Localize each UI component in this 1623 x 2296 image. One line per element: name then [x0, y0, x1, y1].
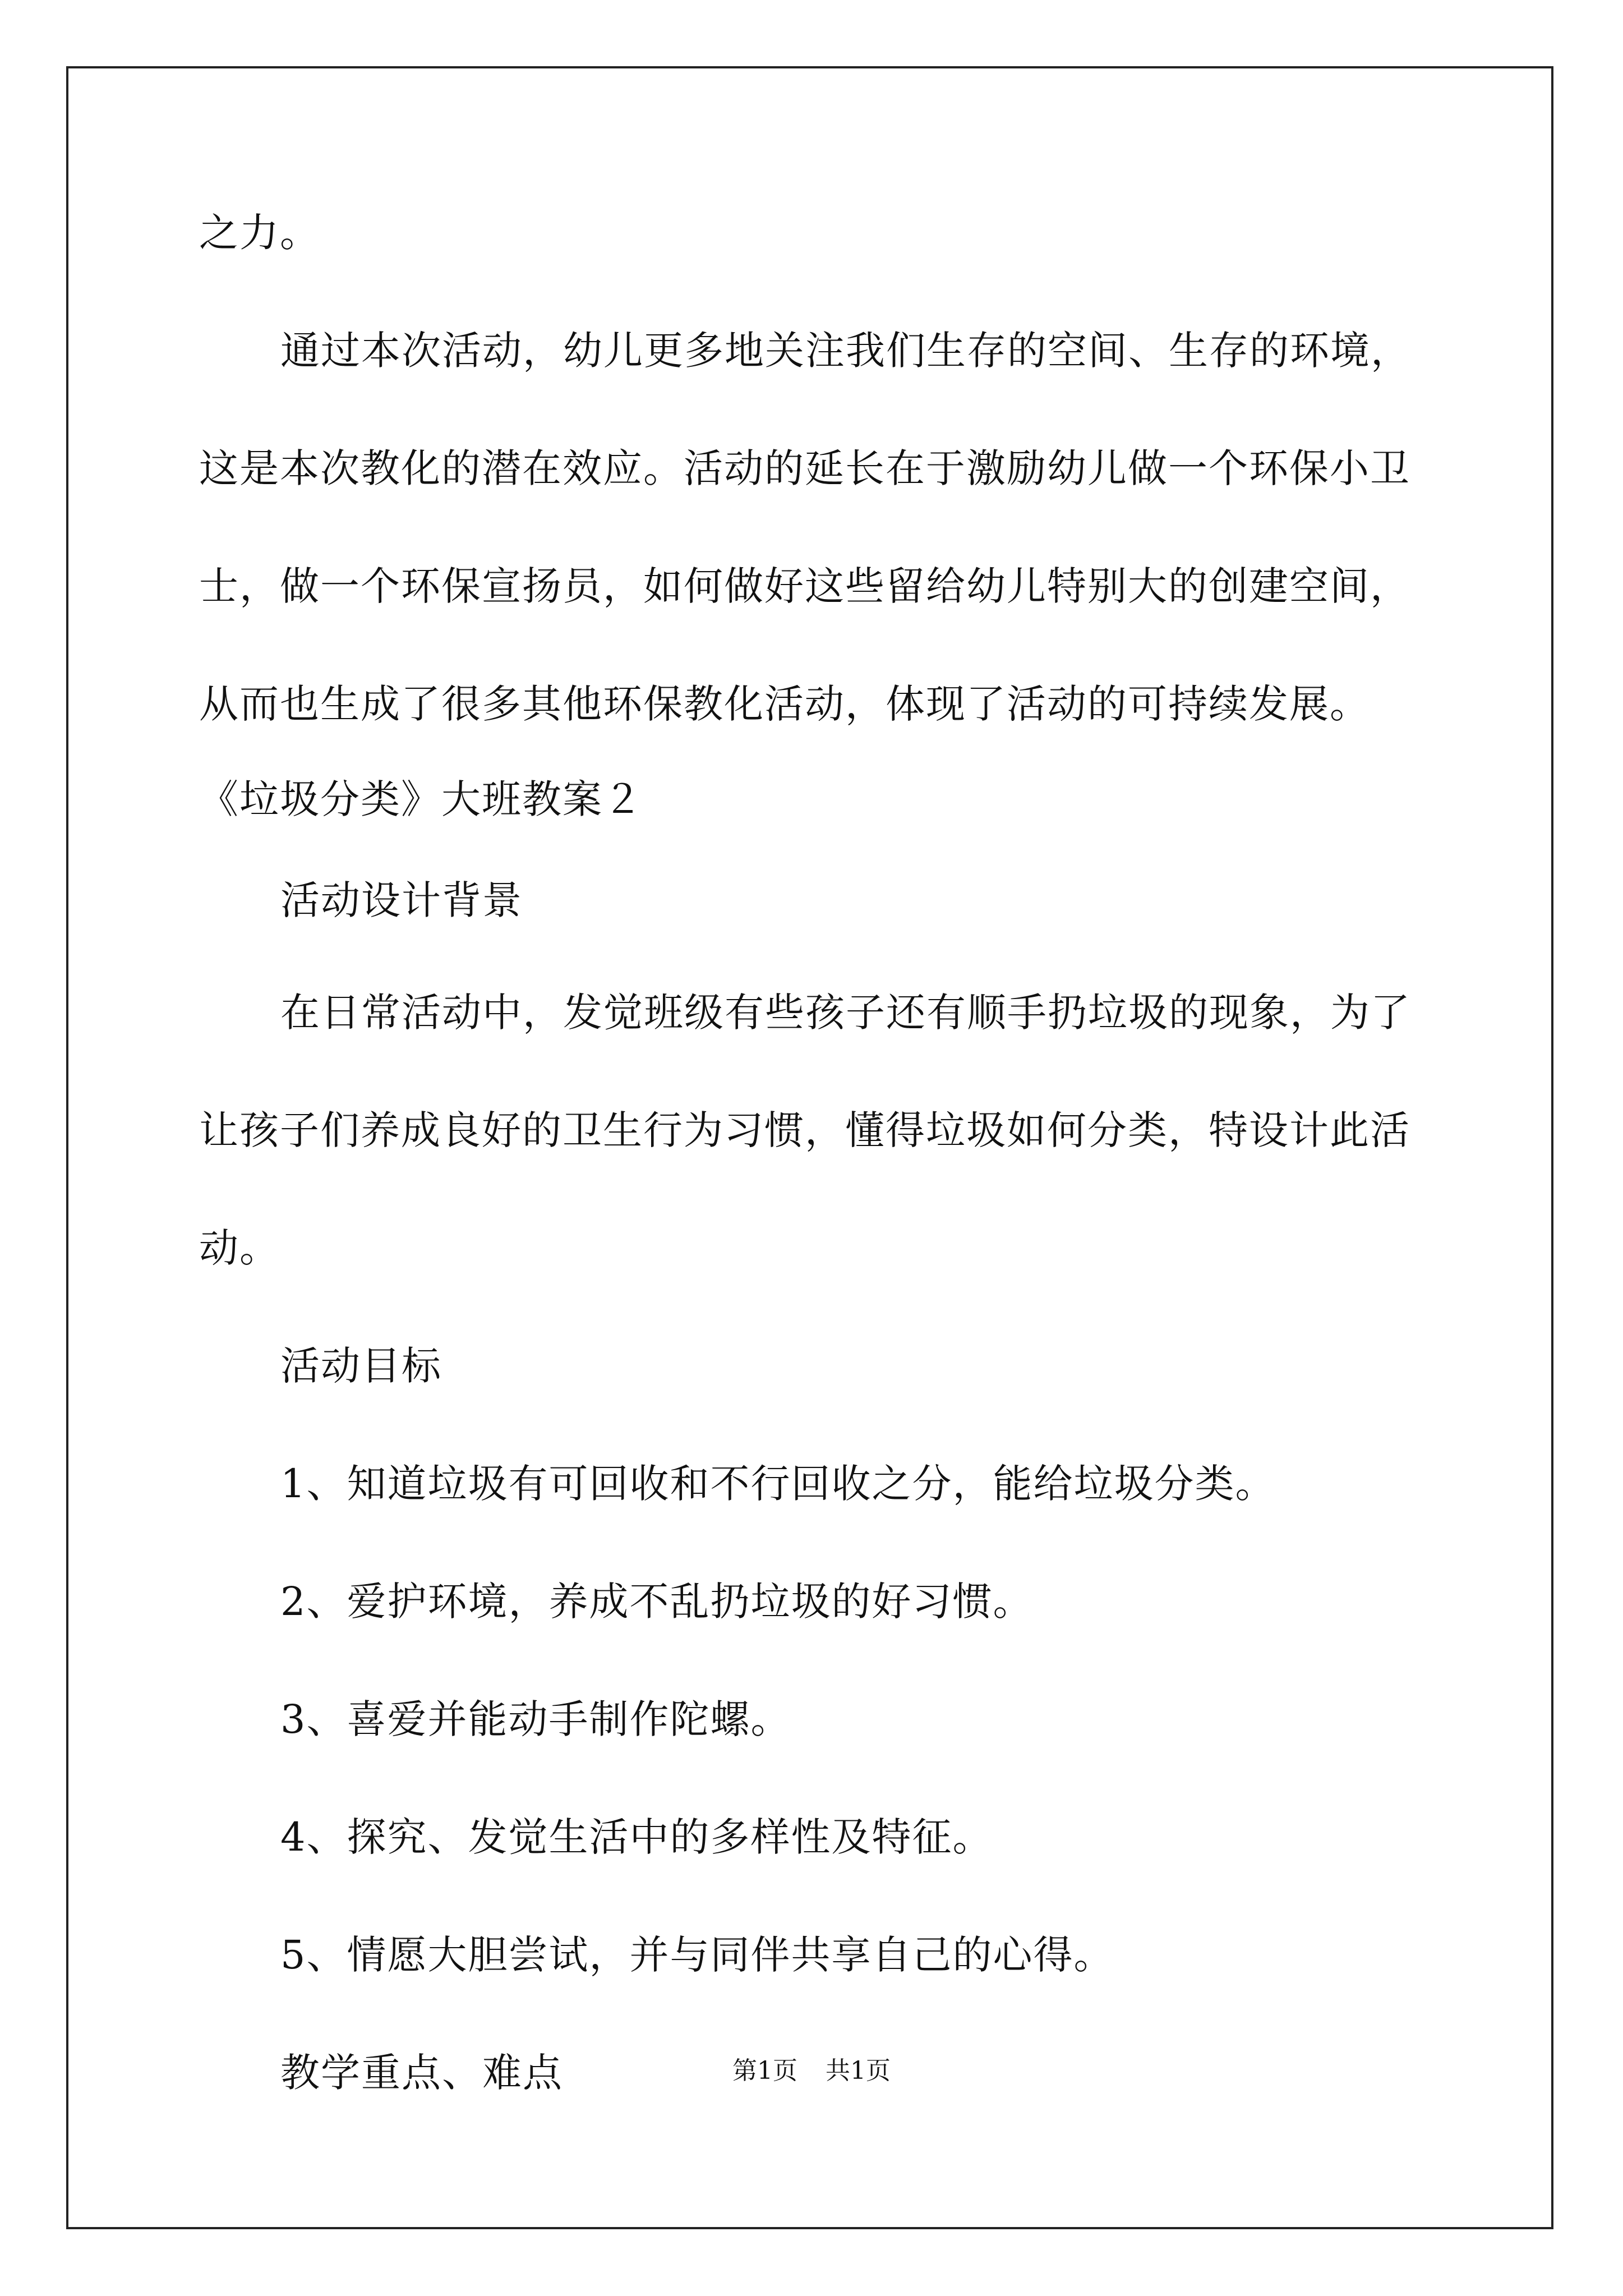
paragraph-line: 从而也生成了很多其他环保教化活动，体现了活动的可持续发展。 [199, 681, 1370, 727]
paragraph-line: 之力。 [199, 210, 320, 256]
paragraph-line: 这是本次教化的潜在效应。活动的延长在于激励幼儿做一个环保小卫 [199, 445, 1410, 491]
section-title: 《垃圾分类》大班教案２ [199, 776, 643, 822]
goals-heading: 活动目标 [280, 1343, 442, 1389]
background-heading: 活动设计背景 [280, 877, 523, 923]
paragraph-line: 在日常活动中，发觉班级有些孩子还有顺手扔垃圾的现象，为了 [280, 990, 1411, 1036]
goal-item: 4、探究、发觉生活中的多样性及特征。 [280, 1814, 993, 1860]
paragraph-line: 让孩子们养成良好的卫生行为习惯，懂得垃圾如何分类，特设计此活 [199, 1107, 1410, 1153]
page-number: 第1页 [732, 2056, 797, 2085]
page-footer [0, 2056, 1623, 2085]
paragraph-line: 通过本次活动，幼儿更多地关注我们生存的空间、生存的环境， [280, 328, 1411, 374]
paragraph-line: 士，做一个环保宣扬员，如何做好这些留给幼儿特别大的创建空间， [199, 563, 1410, 609]
goal-item: 1、知道垃圾有可回收和不行回收之分，能给垃圾分类。 [280, 1461, 1276, 1507]
goal-item: 3、喜爱并能动手制作陀螺。 [280, 1696, 791, 1742]
goal-item: 5、情愿大胆尝试，并与同伴共享自己的心得。 [280, 1932, 1114, 1978]
page-total: 共1页 [826, 2056, 891, 2085]
paragraph-line: 动。 [199, 1225, 280, 1271]
goal-item: 2、爱护环境，养成不乱扔垃圾的好习惯。 [280, 1579, 1034, 1625]
key-points-heading: 教学重点、难点 [280, 2050, 563, 2096]
